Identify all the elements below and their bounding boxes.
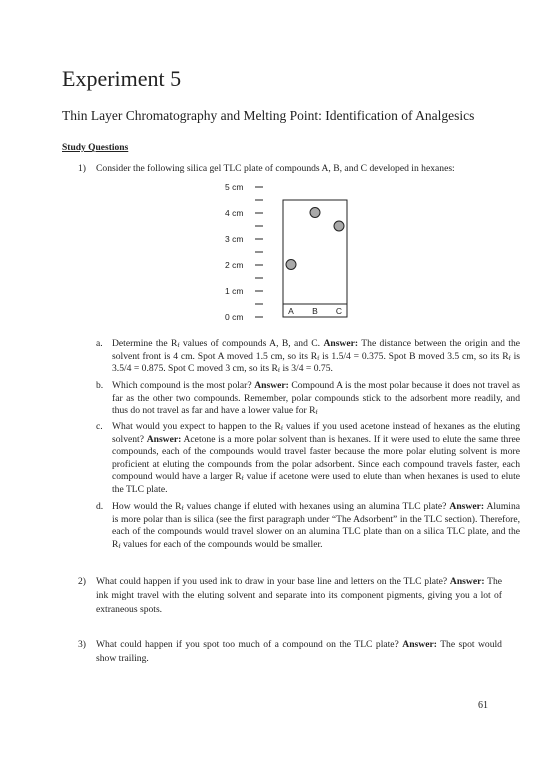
question-prompt: What could happen if you spot too much of a compound on the TLC plate? xyxy=(96,639,399,650)
spot-c xyxy=(334,221,344,231)
answer-text-3: is 3.5/4 = 0.875. Spot C moved 3 cm, so its R xyxy=(112,350,521,374)
section-heading: Study Questions xyxy=(62,143,129,153)
part-letter: b. xyxy=(96,380,104,391)
y-label-4cm: 4 cm xyxy=(225,208,244,218)
page-subtitle: Thin Layer Chromatography and Melting Point: Identification of Analgesics xyxy=(62,108,475,123)
part-letter: a. xyxy=(96,338,103,349)
part-letter: d. xyxy=(96,501,104,512)
answer-text-2: is 1.5/4 = 0.375. Spot B moved 3.5 cm, so its R xyxy=(322,350,509,362)
lane-label-b: B xyxy=(312,306,318,316)
rf-subscript: f xyxy=(315,409,318,416)
part-question-end: values of compounds A, B, and C. xyxy=(179,338,321,349)
answer-label: Answer: xyxy=(402,639,437,650)
part-question: Which compound is the most polar? xyxy=(112,380,252,391)
answer-text-2: values for each of the compounds would be smaller. xyxy=(120,538,323,550)
question-2 xyxy=(78,575,502,623)
part-question: Determine the R xyxy=(112,338,178,349)
lane-label-a: A xyxy=(288,306,294,316)
answer-text: Compound A is the most polar because it does not travel as far as the other two compounds. Remember, polar compounds stick to the adsorbent more readily, and thus do not travel as far and have a lower value for R xyxy=(112,380,520,416)
page-title: Experiment 5 xyxy=(62,66,182,91)
question-number: 3) xyxy=(78,639,86,650)
question-prompt: Consider the following silica gel TLC plate of compounds A, B, and C developed in hexanes: xyxy=(96,163,455,174)
y-label-0cm: 0 cm xyxy=(225,312,244,322)
part-question-end: values if you used acetone instead of hexanes as the eluting solvent? xyxy=(112,421,520,445)
answer-text-2: value if acetone were used to elute than when hexanes is used to elute the TLC plate. xyxy=(112,471,520,495)
question-3 xyxy=(78,638,502,674)
spot-b xyxy=(310,208,320,218)
rf-subscript: f xyxy=(177,342,180,349)
rf-subscript: f xyxy=(280,425,284,432)
y-label-5cm: 5 cm xyxy=(225,182,244,192)
answer-text: The distance between the origin and the solvent front is 4 cm. Spot A moved 1.5 cm, so its R xyxy=(112,338,520,362)
part-question: What would you expect to happen to the R xyxy=(112,421,281,432)
answer-label: Answer: xyxy=(449,501,485,512)
page-number: 61 xyxy=(478,700,488,711)
question-number: 1) xyxy=(78,163,86,174)
rf-subscript: f xyxy=(181,505,184,512)
part-letter: c. xyxy=(96,421,103,432)
answer-label: Answer: xyxy=(449,576,485,587)
part-question-end: values change if eluted with hexanes using an alumina TLC plate? xyxy=(183,501,447,512)
question-prompt: What could happen if you used ink to draw in your base line and letters on the TLC plate? xyxy=(96,576,448,587)
answer-text: Alumina is more polar than is silica (see the first paragraph under “The Adsorbent” in the TLC section). Therefore, each of the compounds would travel slower on an alumina TLC plate than on a silica TLC plate, and the R xyxy=(112,501,521,550)
answer-text: Acetone is a more polar solvent than is hexanes. If it were used to elute the same three compounds, each of the compounds would travel faster because the more polar eluting solvent is more proficient at eluting the compounds from the polar adsorbent. Since each compound travels faster, each compound would have a larger R xyxy=(112,433,520,482)
lane-label-c: C xyxy=(335,306,343,316)
answer-label: Answer: xyxy=(323,338,359,349)
tlc-plate-figure xyxy=(225,178,365,326)
rf-subscript: f xyxy=(277,367,281,374)
question-number: 2) xyxy=(78,576,86,587)
ruler-ticks xyxy=(255,187,263,317)
rf-subscript: f xyxy=(118,542,121,550)
answer-text-4: is 3/4 = 0.75. xyxy=(282,363,333,374)
answer-label: Answer: xyxy=(254,380,289,391)
rf-subscript: f xyxy=(241,475,244,482)
y-label-3cm: 3 cm xyxy=(225,234,244,244)
y-label-2cm: 2 cm xyxy=(225,260,244,270)
answer-text: The spot would show trailing. xyxy=(96,639,502,664)
rf-subscript: f xyxy=(508,354,511,362)
rf-subscript: f xyxy=(317,354,320,362)
part-question: How would the R xyxy=(112,501,182,512)
answer-text: The ink might travel with the eluting solvent and separate into its component pigments, giving you a lot of extraneous spots. xyxy=(96,576,503,615)
y-label-1cm: 1 cm xyxy=(225,286,244,296)
spot-a xyxy=(286,260,296,270)
answer-label: Answer: xyxy=(146,433,182,445)
